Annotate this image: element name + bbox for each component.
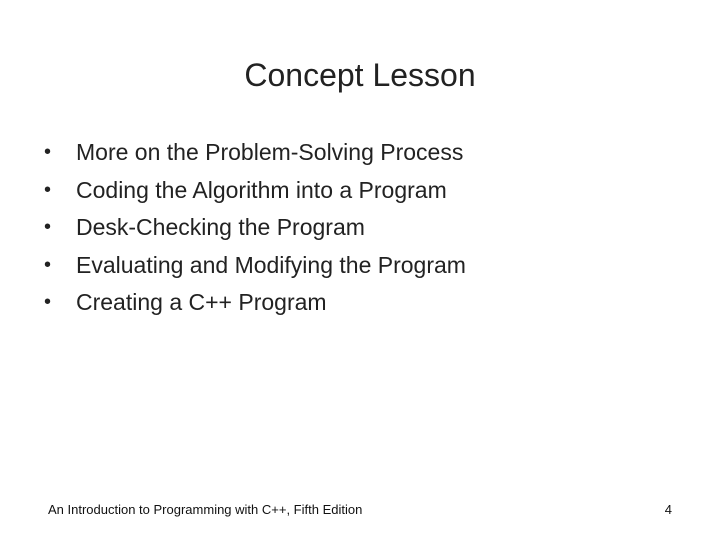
bullet-icon: • (44, 141, 52, 163)
bullet-text: More on the Problem-Solving Process (76, 139, 464, 165)
bullet-icon: • (44, 253, 52, 276)
bullet-text: Desk-Checking the Program (76, 214, 365, 240)
bullet-icon: • (44, 178, 52, 201)
bullet-text: Coding the Algorithm into a Program (76, 176, 447, 203)
bullet-icon: • (44, 291, 52, 313)
bullet-text: Creating a C++ Program (76, 289, 327, 315)
bullet-icon: • (44, 216, 52, 238)
footer-book-title: An Introduction to Programming with C++, Fifth Edition (48, 502, 363, 517)
page-number: 4 (664, 502, 672, 517)
slide-title: Concept Lesson (244, 57, 476, 93)
bullet-text: Evaluating and Modifying the Program (76, 251, 466, 278)
